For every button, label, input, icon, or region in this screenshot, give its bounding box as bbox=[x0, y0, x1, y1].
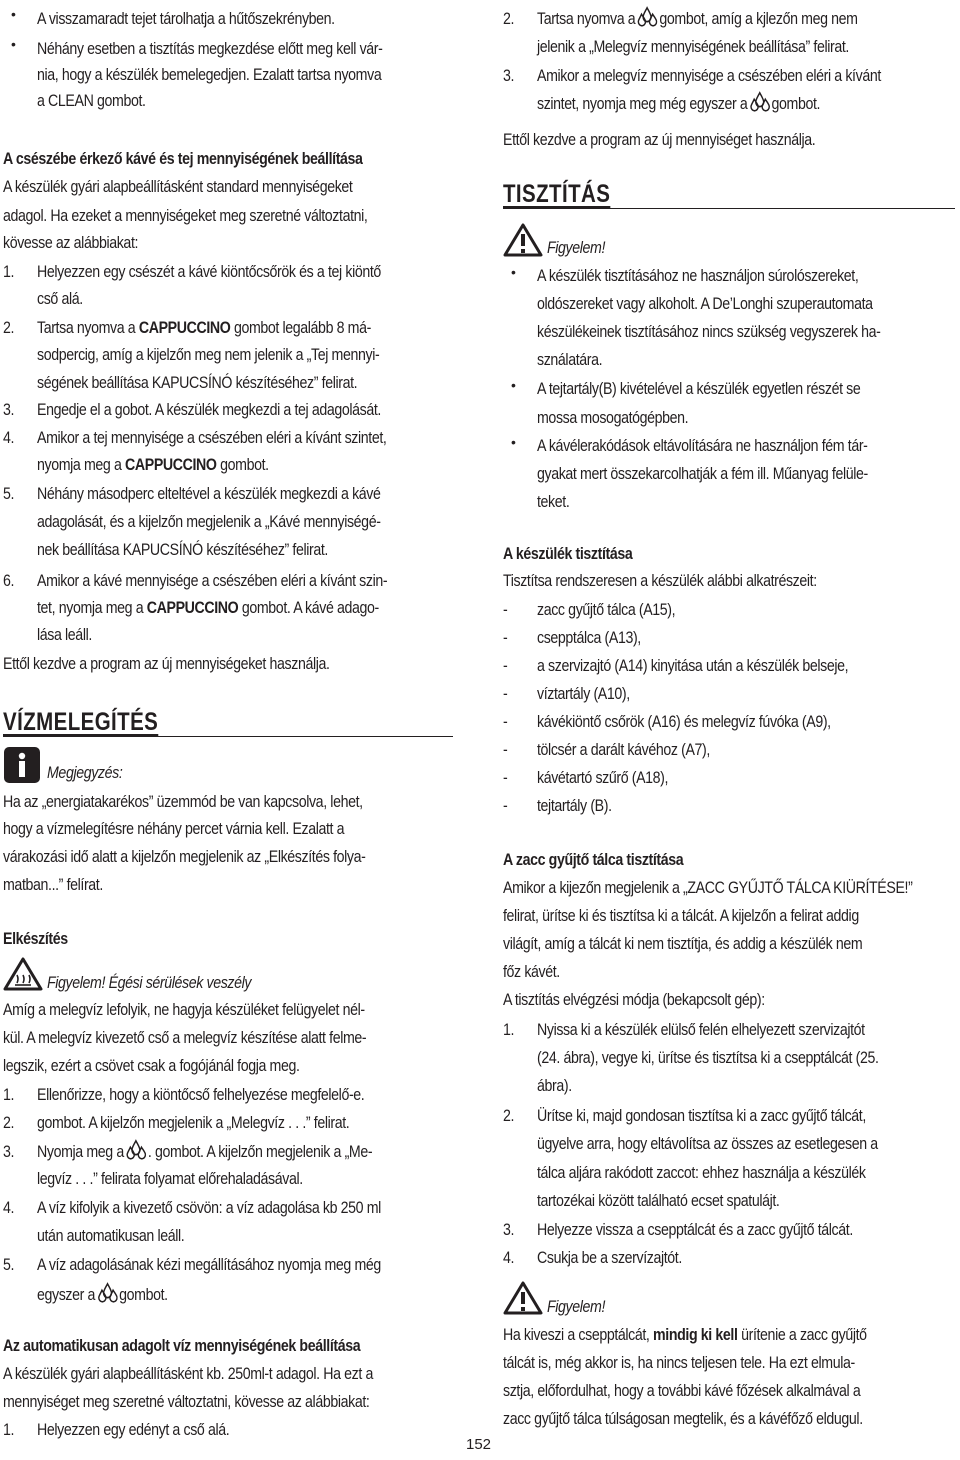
warning-line: sztja, előfordulhat, hogy a további kávé főzések alkalmával a bbox=[503, 1382, 861, 1400]
step-text: tet, nyomja meg a CAPPUCCINO gombot. A kávé adago- bbox=[37, 599, 379, 617]
paragraph-line: Tisztítsa rendszeresen a készülék alábbi alkatrészeit: bbox=[503, 572, 817, 590]
subheading-prep: Elkészítés bbox=[3, 930, 68, 948]
paragraph-line: mennyiséget meg szeretné változtatni, kövesse az alábbiakat: bbox=[3, 1393, 370, 1411]
step-text: Amikor a tej mennyisége a csészében eléri a kívánt szintet, bbox=[37, 429, 387, 447]
step-text: Nyomja meg a . gombot. A kijelzőn megjelenik a „Me- bbox=[37, 1138, 488, 1167]
bullet-text: készülékeinek tisztításához nincs szükség vegyszerek ha- bbox=[537, 323, 881, 341]
paragraph-line: főz kávét. bbox=[503, 963, 560, 981]
step-text: tálca aljára rakódott zaccot: ehhez használja a készülék bbox=[537, 1164, 866, 1182]
hot-water-drops-icon bbox=[637, 6, 658, 28]
step-text: nek beállítása KAPUCSÍNÓ készítéséhez” felirat. bbox=[37, 541, 328, 559]
section-title-hot-water: VÍZMELEGÍTÉS bbox=[3, 708, 159, 736]
dash-marker: - bbox=[503, 741, 508, 759]
section-heading: A csészébe érkező kávé és tej mennyiségének beállítása bbox=[3, 150, 363, 168]
dash-marker: - bbox=[503, 601, 508, 619]
burn-line: Amíg a melegvíz lefolyik, ne hagyja készüléket felügyelet nél- bbox=[3, 1001, 365, 1019]
tray-step-4: 4. bbox=[503, 1249, 515, 1267]
warning-triangle-icon bbox=[503, 223, 543, 257]
step-text: Amikor a melegvíz mennyisége a csészében eléri a kívánt bbox=[537, 67, 881, 85]
step-text: ügyelve arra, hogy eltávolítsa az összes az esetlegesen a bbox=[537, 1135, 878, 1153]
step-2: 2. bbox=[3, 319, 15, 337]
step-1: 1. bbox=[3, 263, 15, 281]
bullet-text: a CLEAN gombot. bbox=[37, 92, 146, 110]
hot-surface-warning-icon bbox=[3, 957, 43, 991]
bullet-text: teket. bbox=[537, 493, 570, 511]
bullet-text: nia, hogy a készülék bemelegedjen. Ezalatt tartsa nyomva bbox=[37, 66, 382, 84]
bullet-icon: • bbox=[511, 377, 516, 393]
hot-water-drops-icon bbox=[749, 91, 770, 113]
subheading-tray-cleaning: A zacc gyűjtő tálca tisztítása bbox=[503, 851, 684, 869]
list-item: csepptálca (A13), bbox=[537, 629, 641, 647]
dash-marker: - bbox=[503, 685, 508, 703]
page-number: 152 bbox=[466, 1436, 492, 1453]
bullet-text: sználatára. bbox=[537, 351, 603, 369]
paragraph-line: világít, amíg a tálcát ki nem tisztítja, és addig a készülék nem bbox=[503, 935, 863, 953]
paragraph-line: A készülék gyári alapbeállításként kb. 250ml-t adagol. Ha ezt a bbox=[3, 1365, 374, 1383]
step-text: egyszer a gombot. bbox=[37, 1281, 488, 1310]
step-text: Nyissa ki a készülék elülső felén elhelyezett szervizajtót bbox=[537, 1021, 865, 1039]
bullet-text: A tejtartály(B) kivételével a készülék egyetlen részét se bbox=[537, 380, 861, 398]
step-2: 2. bbox=[503, 10, 515, 28]
step-text: sodpercig, amíg a kijelzőn meg nem jelenik a „Tej mennyi- bbox=[37, 346, 380, 364]
paragraph-line: Ettől kezdve a program az új mennyiségeket használja. bbox=[3, 655, 330, 673]
title-rule bbox=[3, 736, 453, 737]
dash-marker: - bbox=[503, 769, 508, 787]
step-text: Helyezze vissza a csepptálcát és a zacc gyűjtő tálcát. bbox=[537, 1221, 853, 1239]
dash-marker: - bbox=[503, 713, 508, 731]
bullet-icon: • bbox=[11, 6, 16, 22]
warning-line: tálcát is, még akkor is, ha nincs teljesen tele. Ha ezt elmula- bbox=[503, 1354, 855, 1372]
bullet-text: A készülék tisztításához ne használjon súrolószereket, bbox=[537, 267, 859, 285]
step-text: gombot. A kijelzőn megjelenik a „Melegvíz . . .” felirat. bbox=[37, 1114, 350, 1132]
step-text: Néhány másodperc elteltével a készülék megkezdi a kávé bbox=[37, 485, 381, 503]
prep-step-5: 5. bbox=[3, 1256, 15, 1274]
warning-line: Ha kiveszi a csepptálcát, mindig ki kell ürítenie a zacc gyűjtő bbox=[503, 1326, 867, 1344]
step-5: 5. bbox=[3, 485, 15, 503]
step-text: Amikor a kávé mennyisége a csészében eléri a kívánt szin- bbox=[37, 572, 388, 590]
step-text: (24. ábra), vegye ki, ürítse és tisztítsa ki a csepptálcát (25. bbox=[537, 1049, 879, 1067]
title-rule bbox=[503, 208, 955, 209]
paragraph-line: Amikor a kijezőn megjelenik a „ZACC GYŰJTŐ TÁLCA KIÜRÍTÉSE!” bbox=[503, 879, 913, 897]
step-text: Helyezzen egy csészét a kávé kiöntőcsőrök és a tej kiöntő bbox=[37, 263, 381, 281]
list-item: víztartály (A10), bbox=[537, 685, 630, 703]
bullet-text: oldószereket vagy alkoholt. A De’Longhi szuperautomata bbox=[537, 295, 873, 313]
paragraph-line: Ettől kezdve a program az új mennyiséget használja. bbox=[503, 131, 816, 149]
step-6: 6. bbox=[3, 572, 15, 590]
step-text: nyomja meg a CAPPUCCINO gombot. bbox=[37, 456, 269, 474]
hot-water-drops-icon bbox=[126, 1139, 147, 1161]
step-text: ségének beállítása KAPUCSÍNÓ készítéséhez” felirat. bbox=[37, 374, 358, 392]
step-text: ábra). bbox=[537, 1077, 572, 1095]
step-text: cső alá. bbox=[37, 290, 83, 308]
step-text: Csukja be a szervízajtót. bbox=[537, 1249, 682, 1267]
bullet-text: A visszamaradt tejet tárolhatja a hűtőszekrényben. bbox=[37, 10, 335, 28]
burn-line: legszik, ezért a csövet csak a fogójánál fogja meg. bbox=[3, 1057, 300, 1075]
info-icon bbox=[3, 746, 41, 784]
bullet-icon: • bbox=[511, 434, 516, 450]
warning-label: Figyelem! bbox=[547, 1298, 606, 1316]
bullet-icon: • bbox=[11, 36, 16, 52]
list-item: tejtartály (B). bbox=[537, 797, 612, 815]
dash-marker: - bbox=[503, 629, 508, 647]
step-text: Helyezzen egy edényt a cső alá. bbox=[37, 1421, 230, 1439]
prep-step-3: 3. bbox=[3, 1143, 15, 1161]
step-text: Ürítse ki, majd gondosan tisztítsa ki a zacc gyűjtő tálcát, bbox=[537, 1107, 866, 1125]
step-4: 4. bbox=[3, 429, 15, 447]
note-line: várakozási idő alatt a kijelzőn megjelenik az „Elkészítés folya- bbox=[3, 848, 366, 866]
step-text: lása leáll. bbox=[37, 626, 92, 644]
warning-label: Figyelem! bbox=[547, 239, 606, 257]
step-text: szintet, nyomja meg még egyszer a gombot. bbox=[537, 90, 960, 119]
hot-water-drops-icon bbox=[97, 1282, 118, 1304]
paragraph-line: kövesse az alábbiakat: bbox=[3, 234, 139, 252]
paragraph-line: adagol. Ha ezeket a mennyiségeket meg szeretné változtatni, bbox=[3, 207, 368, 225]
tray-step-2: 2. bbox=[503, 1107, 515, 1125]
subheading-device-cleaning: A készülék tisztítása bbox=[503, 545, 633, 563]
step-text: Ellenőrizze, hogy a kiöntőcső felhelyezése megfelelő-e. bbox=[37, 1086, 365, 1104]
step-text: után automatikusan leáll. bbox=[37, 1227, 185, 1245]
bullet-text: gyakat mert összekarcolhatják a fém ill. Műanyag felüle- bbox=[537, 465, 868, 483]
note-label: Megjegyzés: bbox=[47, 764, 123, 782]
step-text: tartozékai között található ecset spatulájt. bbox=[537, 1192, 780, 1210]
step-text: jelenik a „Melegvíz mennyiségének beállítása” felirat. bbox=[537, 38, 849, 56]
section-title-cleaning: TISZTÍTÁS bbox=[503, 180, 611, 208]
warning-triangle-icon bbox=[503, 1281, 543, 1315]
list-item: kávétartó szűrő (A18), bbox=[537, 769, 669, 787]
note-line: Ha az „energiatakarékos” üzemmód be van kapcsolva, lehet, bbox=[3, 793, 363, 811]
tray-step-3: 3. bbox=[503, 1221, 515, 1239]
paragraph-line: A tisztítás elvégzési módja (bekapcsolt gép): bbox=[503, 991, 765, 1009]
prep-step-4: 4. bbox=[3, 1199, 15, 1217]
bullet-text: mossa mosogatógépben. bbox=[537, 409, 689, 427]
list-item: a szervizajtó (A14) kinyitása után a készülék belseje, bbox=[537, 657, 849, 675]
step-text: A víz adagolásának kézi megállításához nyomja meg még bbox=[37, 1256, 381, 1274]
paragraph-line: A készülék gyári alapbeállításként standard mennyiségeket bbox=[3, 178, 353, 196]
step-text: Tartsa nyomva a CAPPUCCINO gombot legalább 8 má- bbox=[37, 319, 371, 337]
note-line: matban...” felírat. bbox=[3, 876, 103, 894]
bullet-text: A kávélerakódások eltávolítására ne használjon fém tár- bbox=[537, 437, 868, 455]
note-line: hogy a vízmelegítésre néhány percet várnia kell. Ezalatt a bbox=[3, 820, 345, 838]
step-text: Engedje el a gobot. A készülék megkezdi a tej adagolását. bbox=[37, 401, 381, 419]
step-text: legvíz . . .” felirata folyamat előrehaladásával. bbox=[37, 1170, 303, 1188]
bullet-icon: • bbox=[511, 264, 516, 280]
warning-line: zacc gyűjtő tálca túlságosan megtelik, és a kávéfőző eldugul. bbox=[503, 1410, 863, 1428]
list-item: tölcsér a darált kávéhoz (A7), bbox=[537, 741, 710, 759]
dash-marker: - bbox=[503, 657, 508, 675]
prep-step-2: 2. bbox=[3, 1114, 15, 1132]
list-item: zacc gyűjtő tálca (A15), bbox=[537, 601, 676, 619]
step-3: 3. bbox=[503, 67, 515, 85]
step-3: 3. bbox=[3, 401, 15, 419]
tray-step-1: 1. bbox=[503, 1021, 515, 1039]
list-item: kávékiöntő csőrök (A16) és melegvíz fúvóka (A9), bbox=[537, 713, 831, 731]
dash-marker: - bbox=[503, 797, 508, 815]
burn-line: kül. A melegvíz kivezető cső a melegvíz készítése alatt felme- bbox=[3, 1029, 367, 1047]
subheading-auto-water: Az automatikusan adagolt víz mennyiségének beállítása bbox=[3, 1337, 361, 1355]
step-text: A víz kifolyik a kivezető csövön: a víz adagolása kb 250 ml bbox=[37, 1199, 381, 1217]
prep-step-1: 1. bbox=[3, 1086, 15, 1104]
burn-warning-label: Figyelem! Égési sérülések veszély bbox=[47, 974, 252, 992]
auto-step-1: 1. bbox=[3, 1421, 15, 1439]
paragraph-line: felirat, ürítse ki és tisztítsa ki a tálcát. A kijelzőn a felirat addig bbox=[503, 907, 859, 925]
bullet-text: Néhány esetben a tisztítás megkezdése előtt meg kell vár- bbox=[37, 40, 383, 58]
step-text: adagolását, és a kijelzőn megjelenik a „Kávé mennyiségé- bbox=[37, 513, 381, 531]
step-text: Tartsa nyomva a gombot, amíg a kjlezőn meg nem bbox=[537, 5, 960, 34]
